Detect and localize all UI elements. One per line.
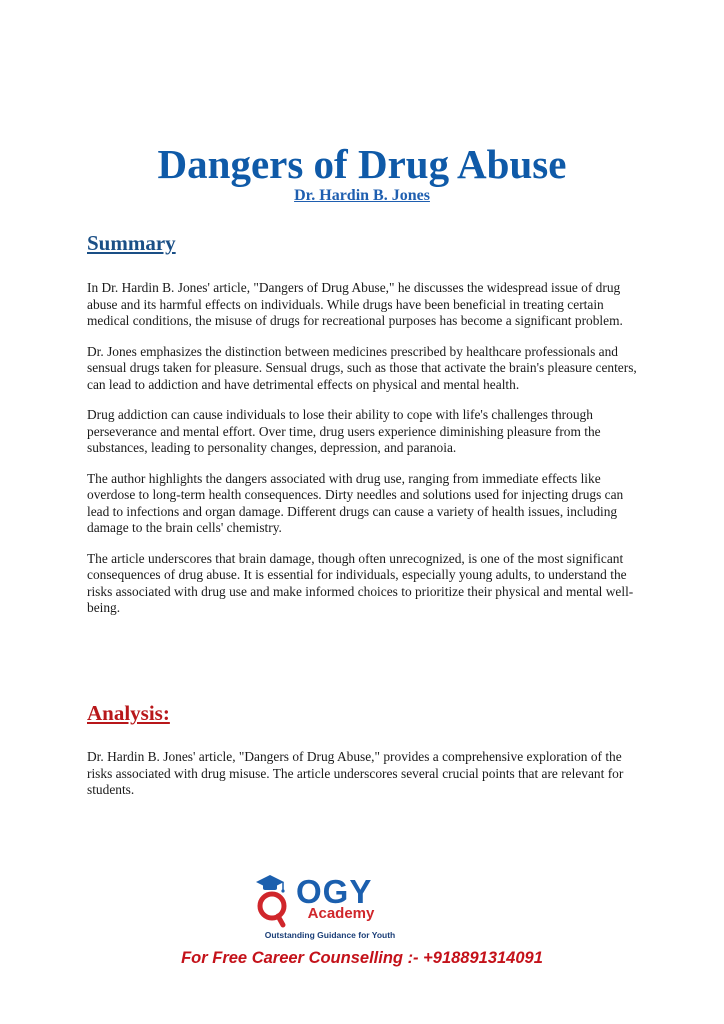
analysis-body xyxy=(87,749,647,813)
career-counselling-cta[interactable]: For Free Career Counselling :- +918891314091 xyxy=(181,949,543,967)
summary-paragraph: Dr. Jones emphasizes the distinction between medicines prescribed by healthcare professionals and sensual drugs taken for pleasure. Sensual drugs, such as those that activate the brain's pleasure centers, can lead to addiction and have detrimental effects on physical and mental health. xyxy=(87,343,637,392)
analysis-paragraph: Dr. Hardin B. Jones' article, "Dangers of Drug Abuse," provides a comprehensive exploration of the risks associated with drug misuse. The article underscores several crucial points that are relevant for students. xyxy=(87,749,624,797)
logo-subtitle: Academy xyxy=(307,905,375,922)
graduation-cap-icon xyxy=(256,875,285,893)
document-title: Dangers of Drug Abuse xyxy=(157,141,567,187)
logo-mark xyxy=(250,872,298,932)
logo-tagline: Outstanding Guidance for Youth xyxy=(264,930,396,940)
summary-paragraph: The author highlights the dangers associated with drug use, ranging from immediate effects like overdose to long-term health consequences. Dirty needles and solutions used for injecting drugs can lead to infections and organ damage. Different drugs can cause a variety of health issues, including damage to the brain cells' chemistry. xyxy=(87,470,624,535)
summary-paragraph: In Dr. Hardin B. Jones' article, "Dangers of Drug Abuse," he discusses the widespread issue of drug abuse and its harmful effects on individuals. While drugs have been beneficial in treating certain medical conditions, the misuse of drugs for recreational purposes has become a significant problem. xyxy=(87,280,623,328)
author-link[interactable]: Dr. Hardin B. Jones xyxy=(294,187,430,204)
magnifier-q-icon xyxy=(260,894,284,925)
summary-heading: Summary xyxy=(87,231,176,255)
summary-paragraph: The article underscores that brain damage, though often unrecognized, is one of the most significant consequences of drug abuse. It is essential for individuals, especially young adults, to understand the risks associated with drug use and make informed choices to prioritize their physical and mental well-being. xyxy=(87,550,634,615)
summary-paragraph: Drug addiction can cause individuals to lose their ability to cope with life's challenges through perseverance and mental effort. Over time, drug users experience diminishing pleasure from the substances, leading to personality changes, depression, and paranoia. xyxy=(87,407,601,455)
ogy-academy-logo xyxy=(250,872,400,952)
analysis-heading: Analysis: xyxy=(87,701,170,725)
summary-body xyxy=(87,280,647,631)
logo-name: OGY xyxy=(296,873,373,910)
